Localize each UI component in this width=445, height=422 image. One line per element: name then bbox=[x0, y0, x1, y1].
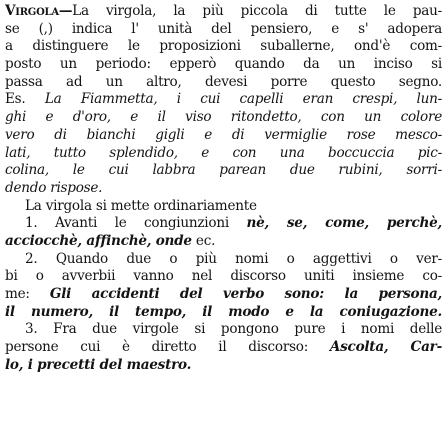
text-line bbox=[5, 321, 442, 339]
text-line bbox=[5, 145, 442, 163]
rule-3-text: 3. Fra due virgole si pongono pure i nomi delle bbox=[25, 321, 442, 338]
text-line bbox=[5, 268, 442, 286]
definition-text: passa ad un altro, devesi porre questo segno. bbox=[5, 73, 442, 90]
rule-1-conjunctions: nè, se, come, perchè, bbox=[246, 215, 442, 232]
text-line bbox=[5, 251, 442, 269]
text-line bbox=[5, 21, 442, 39]
rule-1-text: ec. bbox=[195, 232, 216, 249]
rule-2-text: 2. Quando due o più nomi o aggettivi o ver- bbox=[25, 250, 442, 267]
example-text: lati, tutto splendido, e con una boccuccia pic- bbox=[5, 144, 442, 161]
headword: Virgola bbox=[5, 3, 59, 19]
rule-2-text: me: bbox=[5, 286, 30, 302]
text-line bbox=[5, 109, 442, 127]
example-text: La Fiammetta, i cui capelli eran crespi, lun- bbox=[44, 91, 442, 108]
example-text: colina, le cui labbra parean due rubini, sorri- bbox=[5, 162, 442, 179]
example-text: ghi e d'oro, e il viso ritondetto, con un colore bbox=[5, 109, 442, 126]
text-line bbox=[5, 304, 442, 322]
rule-2-example: il numero, il tempo, il modo e la coniugazione. bbox=[5, 303, 442, 320]
definition-text: La virgola, la più piccola di tutte le pau- bbox=[72, 3, 442, 19]
definition-text: posto un periodo: epperò quando da un inciso si bbox=[5, 56, 442, 73]
text-line bbox=[5, 38, 442, 56]
text-line bbox=[5, 339, 442, 357]
rule-2-text: bi o avverbii vanno nel discorso uniti insieme co- bbox=[5, 268, 442, 285]
example-text: vero di bianchi gigli e di vermiglie rose mesco- bbox=[5, 126, 442, 143]
text-line bbox=[5, 3, 442, 21]
rule-1-conjunctions: acciocchè, affinchè, onde bbox=[5, 232, 192, 249]
text-line bbox=[5, 127, 442, 145]
headword-dash: — bbox=[58, 3, 73, 19]
rule-3-text: persone cui è diretto il discorso: bbox=[5, 339, 309, 356]
text-line bbox=[5, 91, 442, 109]
text-line bbox=[5, 74, 442, 92]
example-text: dendo rispose. bbox=[5, 179, 103, 196]
text-line bbox=[5, 162, 442, 180]
text-line bbox=[5, 233, 442, 251]
rule-3-example: lo, i precetti del maestro. bbox=[5, 356, 192, 373]
rule-1-text: 1. Avanti le congiunzioni bbox=[25, 215, 229, 232]
rule-intro: La virgola si mette ordinariamente bbox=[25, 197, 257, 214]
text-line bbox=[5, 180, 442, 198]
text-line bbox=[5, 215, 442, 233]
rule-3-example: Ascolta, Car- bbox=[329, 339, 442, 356]
definition-text: se (,) indica l' unità del pensiero, e s' adopera bbox=[5, 20, 442, 37]
text-line bbox=[5, 286, 442, 304]
text-line bbox=[5, 357, 442, 375]
definition-text: a distinguere le proposizioni suballerne, ond'è com- bbox=[5, 38, 442, 55]
text-line bbox=[5, 56, 442, 74]
example-prefix: Es. bbox=[5, 91, 26, 108]
text-line bbox=[5, 198, 442, 216]
rule-2-example: Gli accidenti del verbo sono: la persona, bbox=[49, 286, 442, 302]
